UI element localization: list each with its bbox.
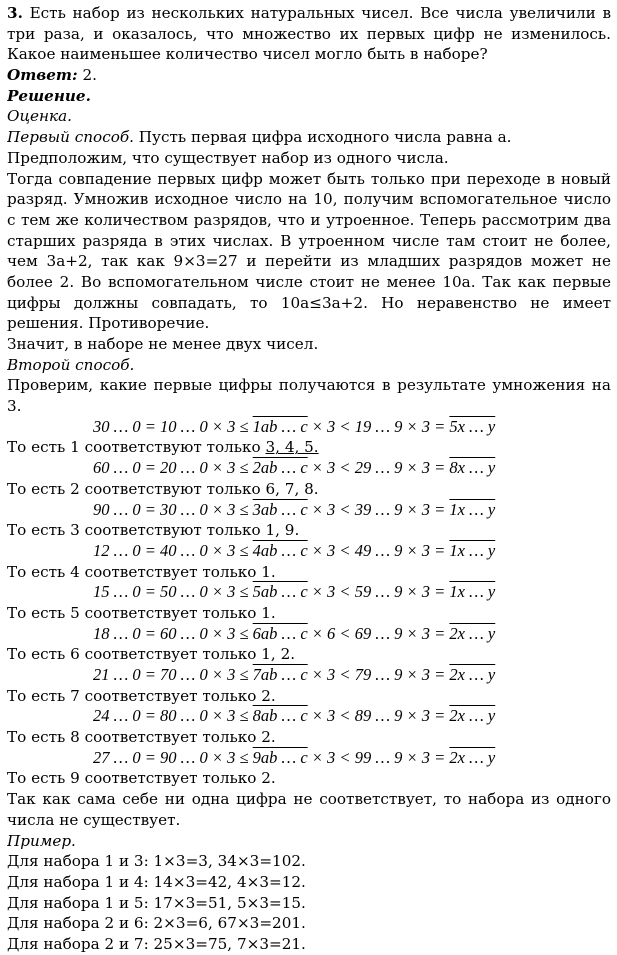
formula-line: 30 … 0 = 10 … 0 × 3 ≤ 1ab … c × 3 < 19 … 9 × 3 = 5x … y — [93, 416, 496, 436]
step-text: То есть 7 соответствует только 2. — [7, 686, 276, 705]
estimate-label: Оценка. — [7, 107, 72, 126]
check-line: 3. — [7, 397, 22, 416]
example-line: Для набора 2 и 7: 25×3=75, 7×3=21. — [7, 934, 306, 953]
example-line: Для набора 1 и 5: 17×3=51, 5×3=15. — [7, 893, 306, 912]
conclusion-line: Значит, в наборе не менее двух чисел. — [7, 335, 319, 353]
step-text: То есть 4 соответствует только 1. — [7, 562, 276, 581]
para-line: чем 3a+2, так как 9×3=27 и перейти из младших разрядов может не — [7, 252, 611, 271]
step-text: То есть 6 соответствует только 1, 2. — [7, 645, 296, 664]
answer-line — [7, 65, 611, 86]
first-method-label: Первый способ. — [7, 128, 134, 147]
step-text: То есть 9 соответствует только 2. — [7, 769, 276, 788]
problem-number: 3. — [7, 4, 23, 22]
check-line: Проверим, какие первые цифры получаются в результате умножения на — [7, 376, 611, 395]
problem-line: три раза, и оказалось, что множество их первых цифр не изменилось. — [7, 24, 611, 43]
problem-line: 3. Есть набор из нескольких натуральных чисел. Все числа увеличили в — [7, 4, 611, 22]
para-line: цифры должны совпадать, то 10a≤3a+2. Но неравенство не имеет — [7, 293, 611, 312]
para-line: Тогда совпадение первых цифр может быть только при переходе в новый — [7, 169, 611, 188]
formula-line: 21 … 0 = 70 … 0 × 3 ≤ 7ab … c × 3 < 79 … 9 × 3 = 2x … y — [93, 665, 496, 684]
formula-line: 24 … 0 = 80 … 0 × 3 ≤ 8ab … c × 3 < 89 … 9 × 3 = 2x … y — [93, 706, 496, 726]
formula-line: 27 … 0 = 90 … 0 × 3 ≤ 9ab … c × 3 < 99 … 9 × 3 = 2x … y — [93, 747, 496, 767]
step-text: То есть 2 соответствуют только 6, 7, 8. — [7, 479, 319, 498]
example-line: Для набора 1 и 3: 1×3=3, 34×3=102. — [7, 852, 306, 871]
final-line: Так как сама себе ни одна цифра не соответствует, то набора из одного — [7, 790, 611, 809]
step-text: То есть 1 соответствуют только 3, 4, 5. — [7, 438, 319, 457]
solution-title: Решение. — [7, 86, 91, 105]
suppose-line: Предположим, что существует набор из одного числа. — [7, 148, 449, 167]
formula-line: 12 … 0 = 40 … 0 × 3 ≤ 4ab … c × 3 < 49 … 9 × 3 = 1x … y — [93, 540, 496, 560]
first-method-line: Первый способ. Пусть первая цифра исходного числа равна a. — [7, 128, 512, 147]
step-text: То есть 8 соответствует только 2. — [7, 728, 276, 747]
para-line: разряд. Умножив исходное число на 10, получим вспомогательное число — [7, 190, 611, 209]
second-method-label: Второй способ. — [7, 355, 135, 374]
para-line: старших разряда в этих числах. В утроенном числе там стоит не более, — [7, 231, 611, 250]
formula-line: 18 … 0 = 60 … 0 × 3 ≤ 6ab … c × 6 < 69 … 9 × 3 = 2x … y — [93, 623, 496, 643]
formula-line: 90 … 0 = 30 … 0 × 3 ≤ 3ab … c × 3 < 39 … 9 × 3 = 1x … y — [93, 499, 496, 519]
para-line: более 2. Во вспомогательном числе стоит не менее 10a. Так как первые — [7, 272, 611, 291]
answer-value: 2. — [82, 66, 97, 85]
example-line: Для набора 2 и 6: 2×3=6, 67×3=201. — [7, 914, 306, 933]
answer-label: Ответ: — [7, 66, 78, 85]
formula-line: 15 … 0 = 50 … 0 × 3 ≤ 5ab … c × 3 < 59 … 9 × 3 = 1x … y — [93, 582, 496, 602]
example-line: Для набора 1 и 4: 14×3=42, 4×3=12. — [7, 872, 306, 891]
example-label: Пример. — [7, 831, 76, 850]
para-line: с тем же количеством разрядов, что и утроенное. Теперь рассмотрим два — [7, 210, 611, 229]
step-text: То есть 5 соответствует только 1. — [7, 603, 276, 622]
formula-line: 60 … 0 = 20 … 0 × 3 ≤ 2ab … c × 3 < 29 … 9 × 3 = 8x … y — [93, 458, 496, 478]
final-line: числа не существует. — [7, 810, 181, 829]
para-line: решения. Противоречие. — [7, 314, 210, 333]
problem-line: Какое наименьшее количество чисел могло быть в наборе? — [7, 45, 488, 64]
step-text: То есть 3 соответствуют только 1, 9. — [7, 521, 300, 540]
